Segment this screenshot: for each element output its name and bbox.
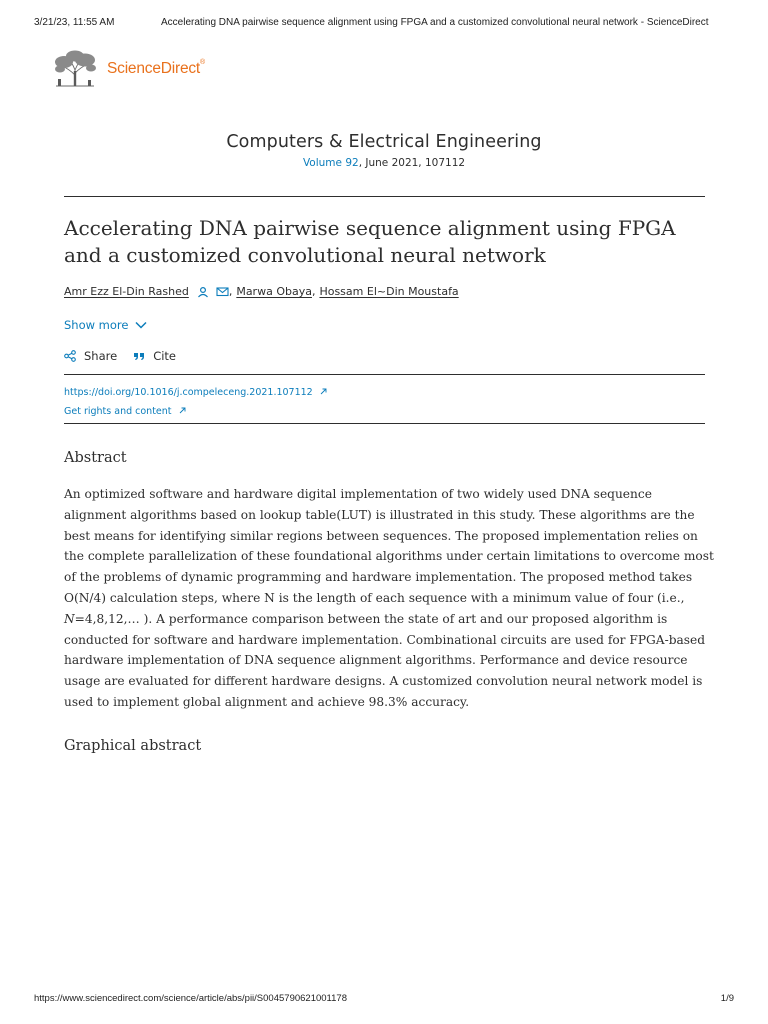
- print-page-number: 1/9: [720, 993, 734, 1004]
- share-icon: [64, 350, 76, 362]
- actions-divider: [64, 374, 705, 375]
- volume-line: [0, 157, 768, 169]
- brand-name: ScienceDirect®: [107, 59, 205, 77]
- doi-link[interactable]: https://doi.org/10.1016/j.compeleceng.2021.107112: [64, 387, 313, 398]
- author-link[interactable]: Marwa Obaya: [236, 285, 312, 298]
- journal-name[interactable]: Computers & Electrical Engineering: [226, 132, 542, 152]
- cite-label: Cite: [153, 349, 176, 363]
- rights-link[interactable]: Get rights and content: [64, 406, 172, 417]
- print-url: https://www.sciencedirect.com/science/article/abs/pii/S0045790621001178: [34, 993, 347, 1004]
- share-button[interactable]: [64, 349, 117, 363]
- print-footer: [34, 993, 734, 1007]
- doi-block: [64, 383, 327, 421]
- envelope-icon[interactable]: [216, 286, 229, 297]
- quote-icon: [133, 351, 145, 361]
- cite-button[interactable]: [133, 349, 176, 363]
- volume-link[interactable]: Volume 92: [302, 157, 359, 169]
- abstract-text: An optimized software and hardware digital implementation of two widely used DNA sequence alignment algorithms based on lookup table(LUT) is illustrated in this study. These algorithms are the best means for identifying similar regions between sequences. The proposed implementation relies on the complete parallelization of these foundational algorithms under certain limitations to overcome most of the problems of dynamic programming and hardware implementation. The proposed method takes O(N/4) calculation steps, where N is the length of each sequence with a minimum value of four (i.e., N=4,8,12,… ). A performance comparison between the state of art and our proposed algorithm is conducted for software and hardware implementation. Combinational circuits are used for FPGA-based hardware implementation of DNA sequence alignment algorithms. Performance and device resource usage are evaluated for different hardware designs. A customized convolution neural network model is used to implement global alignment and achieve 98.3% accuracy.: [64, 487, 714, 709]
- show-more-label: Show more: [64, 318, 129, 332]
- rights-row: [64, 402, 327, 421]
- article-actions: [64, 349, 192, 363]
- article-title: Accelerating DNA pairwise sequence alignment using FPGA and a customized convolutional neural network: [64, 216, 676, 267]
- author-link[interactable]: Hossam El~Din Moustafa: [319, 285, 459, 298]
- show-more-button[interactable]: [64, 318, 147, 332]
- print-page-title: Accelerating DNA pairwise sequence alignment using FPGA and a customized convolutional neural network - ScienceDirect: [161, 17, 709, 28]
- author-list: [64, 285, 459, 298]
- author-separator: ,: [228, 285, 233, 298]
- external-link-icon: [320, 388, 327, 395]
- doi-divider: [64, 423, 705, 424]
- share-label: Share: [84, 349, 118, 363]
- chevron-down-icon: [135, 321, 147, 329]
- print-header: [34, 17, 734, 31]
- author-separator: ,: [311, 285, 316, 298]
- abstract-heading: Abstract: [64, 450, 127, 466]
- person-icon[interactable]: [197, 286, 209, 298]
- elsevier-tree-icon: [50, 49, 100, 89]
- doi-row: [64, 383, 327, 402]
- site-logo[interactable]: [50, 48, 205, 90]
- graphical-abstract-heading: Graphical abstract: [64, 738, 202, 754]
- top-divider: [64, 196, 705, 197]
- author-link[interactable]: Amr Ezz El-Din Rashed: [64, 285, 189, 298]
- external-link-icon: [179, 407, 186, 414]
- issue-info: , June 2021, 107112: [358, 157, 466, 169]
- print-datetime: 3/21/23, 11:55 AM: [34, 17, 115, 28]
